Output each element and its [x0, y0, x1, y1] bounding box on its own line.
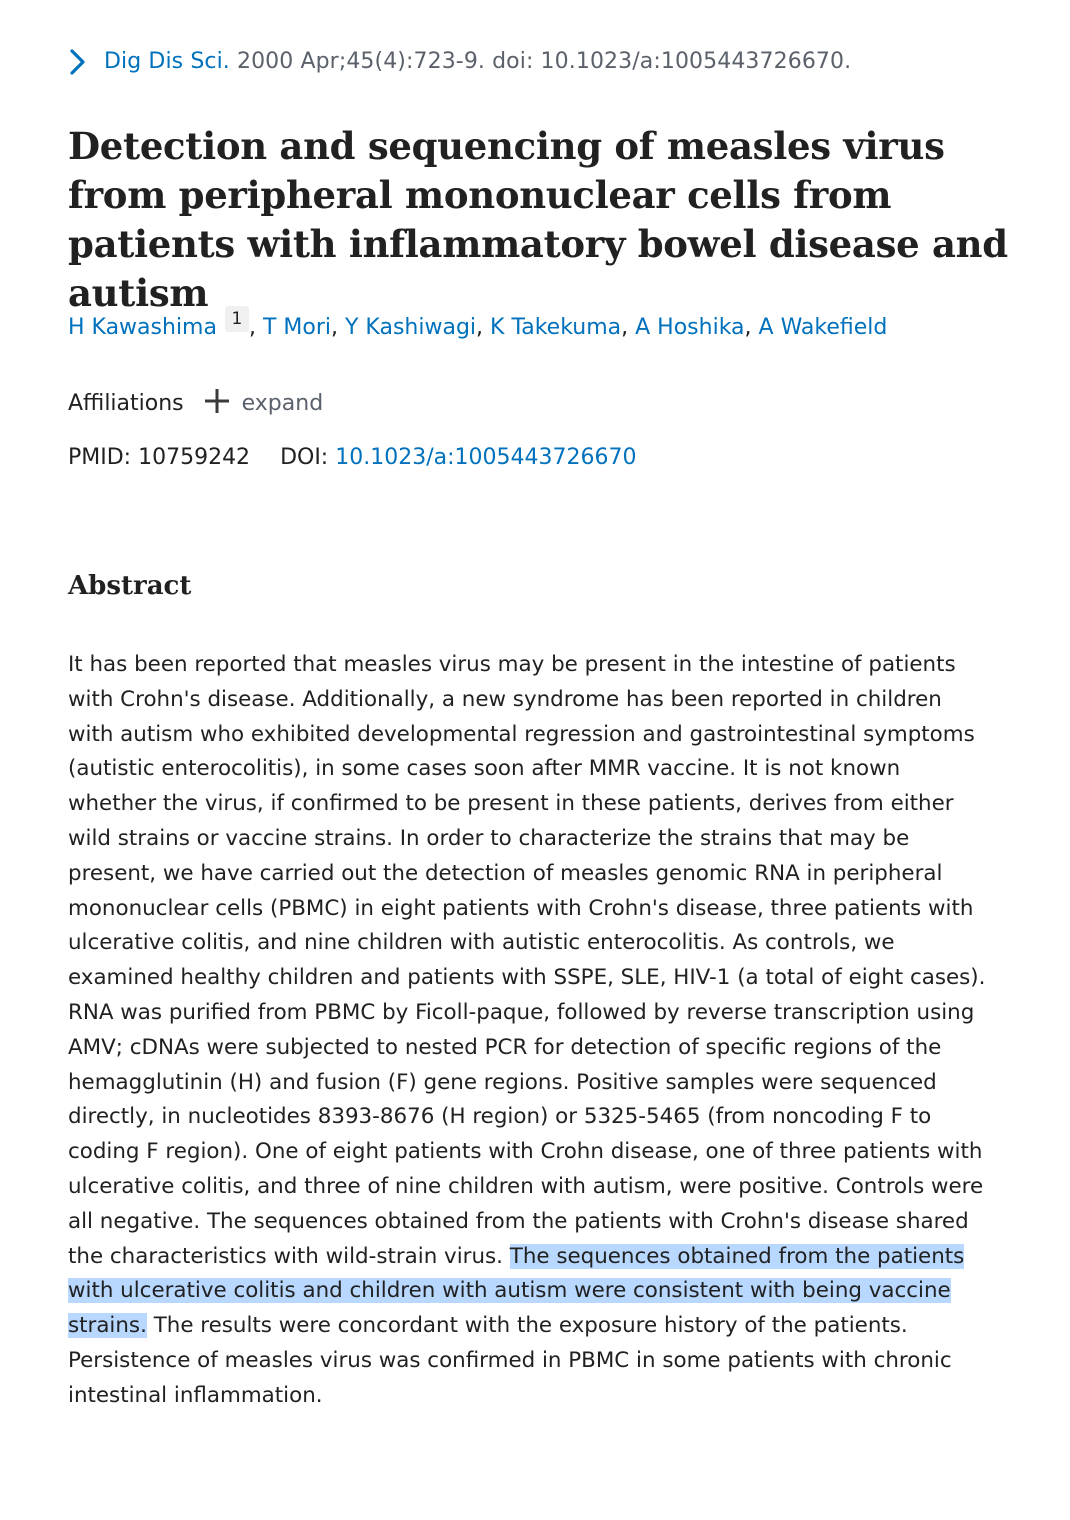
author-separator: , — [476, 315, 484, 340]
author-separator: , — [248, 315, 256, 340]
citation-line — [68, 44, 851, 80]
chevron-right-icon[interactable] — [66, 44, 94, 80]
affiliations-expand-button[interactable] — [202, 391, 324, 416]
author-separator: , — [744, 315, 752, 340]
doi-link[interactable]: 10.1023/a:1005443726670 — [335, 445, 637, 470]
author-separator: , — [621, 315, 629, 340]
plus-icon — [202, 386, 232, 416]
affiliations-label: Affiliations — [68, 391, 184, 416]
author-link[interactable]: A Wakefield — [758, 315, 888, 340]
affiliations-row — [68, 384, 323, 424]
abstract-text — [68, 648, 993, 1414]
author-separator: , — [331, 315, 338, 340]
selected-text-highlight: The sequences obtained from the patients with ulcerative colitis and children with autism were consistent with being vaccine strains. — [68, 1243, 965, 1339]
abstract-heading: Abstract — [68, 571, 192, 601]
author-link[interactable]: A Hoshika — [635, 315, 745, 340]
journal-link[interactable]: Dig Dis Sci. — [104, 49, 230, 74]
article-title: Detection and sequencing of measles virus from peripheral mononuclear cells from patients with inflammatory bowel disease and autism — [68, 124, 1008, 315]
author-link[interactable]: T Mori — [262, 315, 331, 340]
pmid: PMID: 10759242 — [68, 445, 251, 470]
author-list — [68, 306, 1028, 348]
author-link[interactable]: K Takekuma — [490, 315, 622, 340]
abstract-text-before: It has been reported that measles virus may be present in the intestine of patients with Crohn's disease. Additionally, a new syndrome has been reported in children with autism who exhibited developmental regression and gastrointestinal symptoms (autistic enterocolitis), in some cases soon after MMR vaccine. It is not known whether the virus, if confirmed to be present in these patients, derives from either wild strains or vaccine strains. In order to characterize the strains that may be present, we have carried out the detection of measles genomic RNA in peripheral mononuclear cells (PBMC) in eight patients with Crohn's disease, three patients with ulcerative colitis, and nine children with autistic enterocolitis. As controls, we examined healthy children and patients with SSPE, SLE, HIV-1 (a total of eight cases). RNA was purified from PBMC by Ficoll-paque, followed by reverse transcription using AMV; cDNAs were subjected to nested PCR for detection of specific regions of the hemagglutinin (H) and fusion (F) gene regions. Positive samples were sequenced directly, in nucleotides 8393-8676 (H region) or 5325-5465 (from noncoding F to coding F region). One of eight patients with Crohn disease, one of three patients with ulcerative colitis, and three of nine children with autism, were positive. Controls were all negative. The sequences obtained from the patients with Crohn's disease shared the characteristics with wild-strain virus. — [68, 652, 986, 1269]
author-link[interactable]: Y Kashiwagi — [345, 315, 477, 340]
abstract-text-after: The results were concordant with the exposure history of the patients. Persistence of measles virus was confirmed in PBMC in some patients with chronic intestinal inflammation. — [68, 1313, 952, 1408]
doi-label: DOI: — [280, 445, 329, 470]
author-link[interactable]: H Kawashima — [68, 315, 217, 340]
expand-label: expand — [241, 391, 324, 416]
affiliation-marker[interactable]: 1 — [225, 306, 249, 332]
citation-details: 2000 Apr;45(4):723-9. doi: 10.1023/a:1005443726670. — [236, 49, 852, 74]
identifiers-row — [68, 438, 636, 478]
